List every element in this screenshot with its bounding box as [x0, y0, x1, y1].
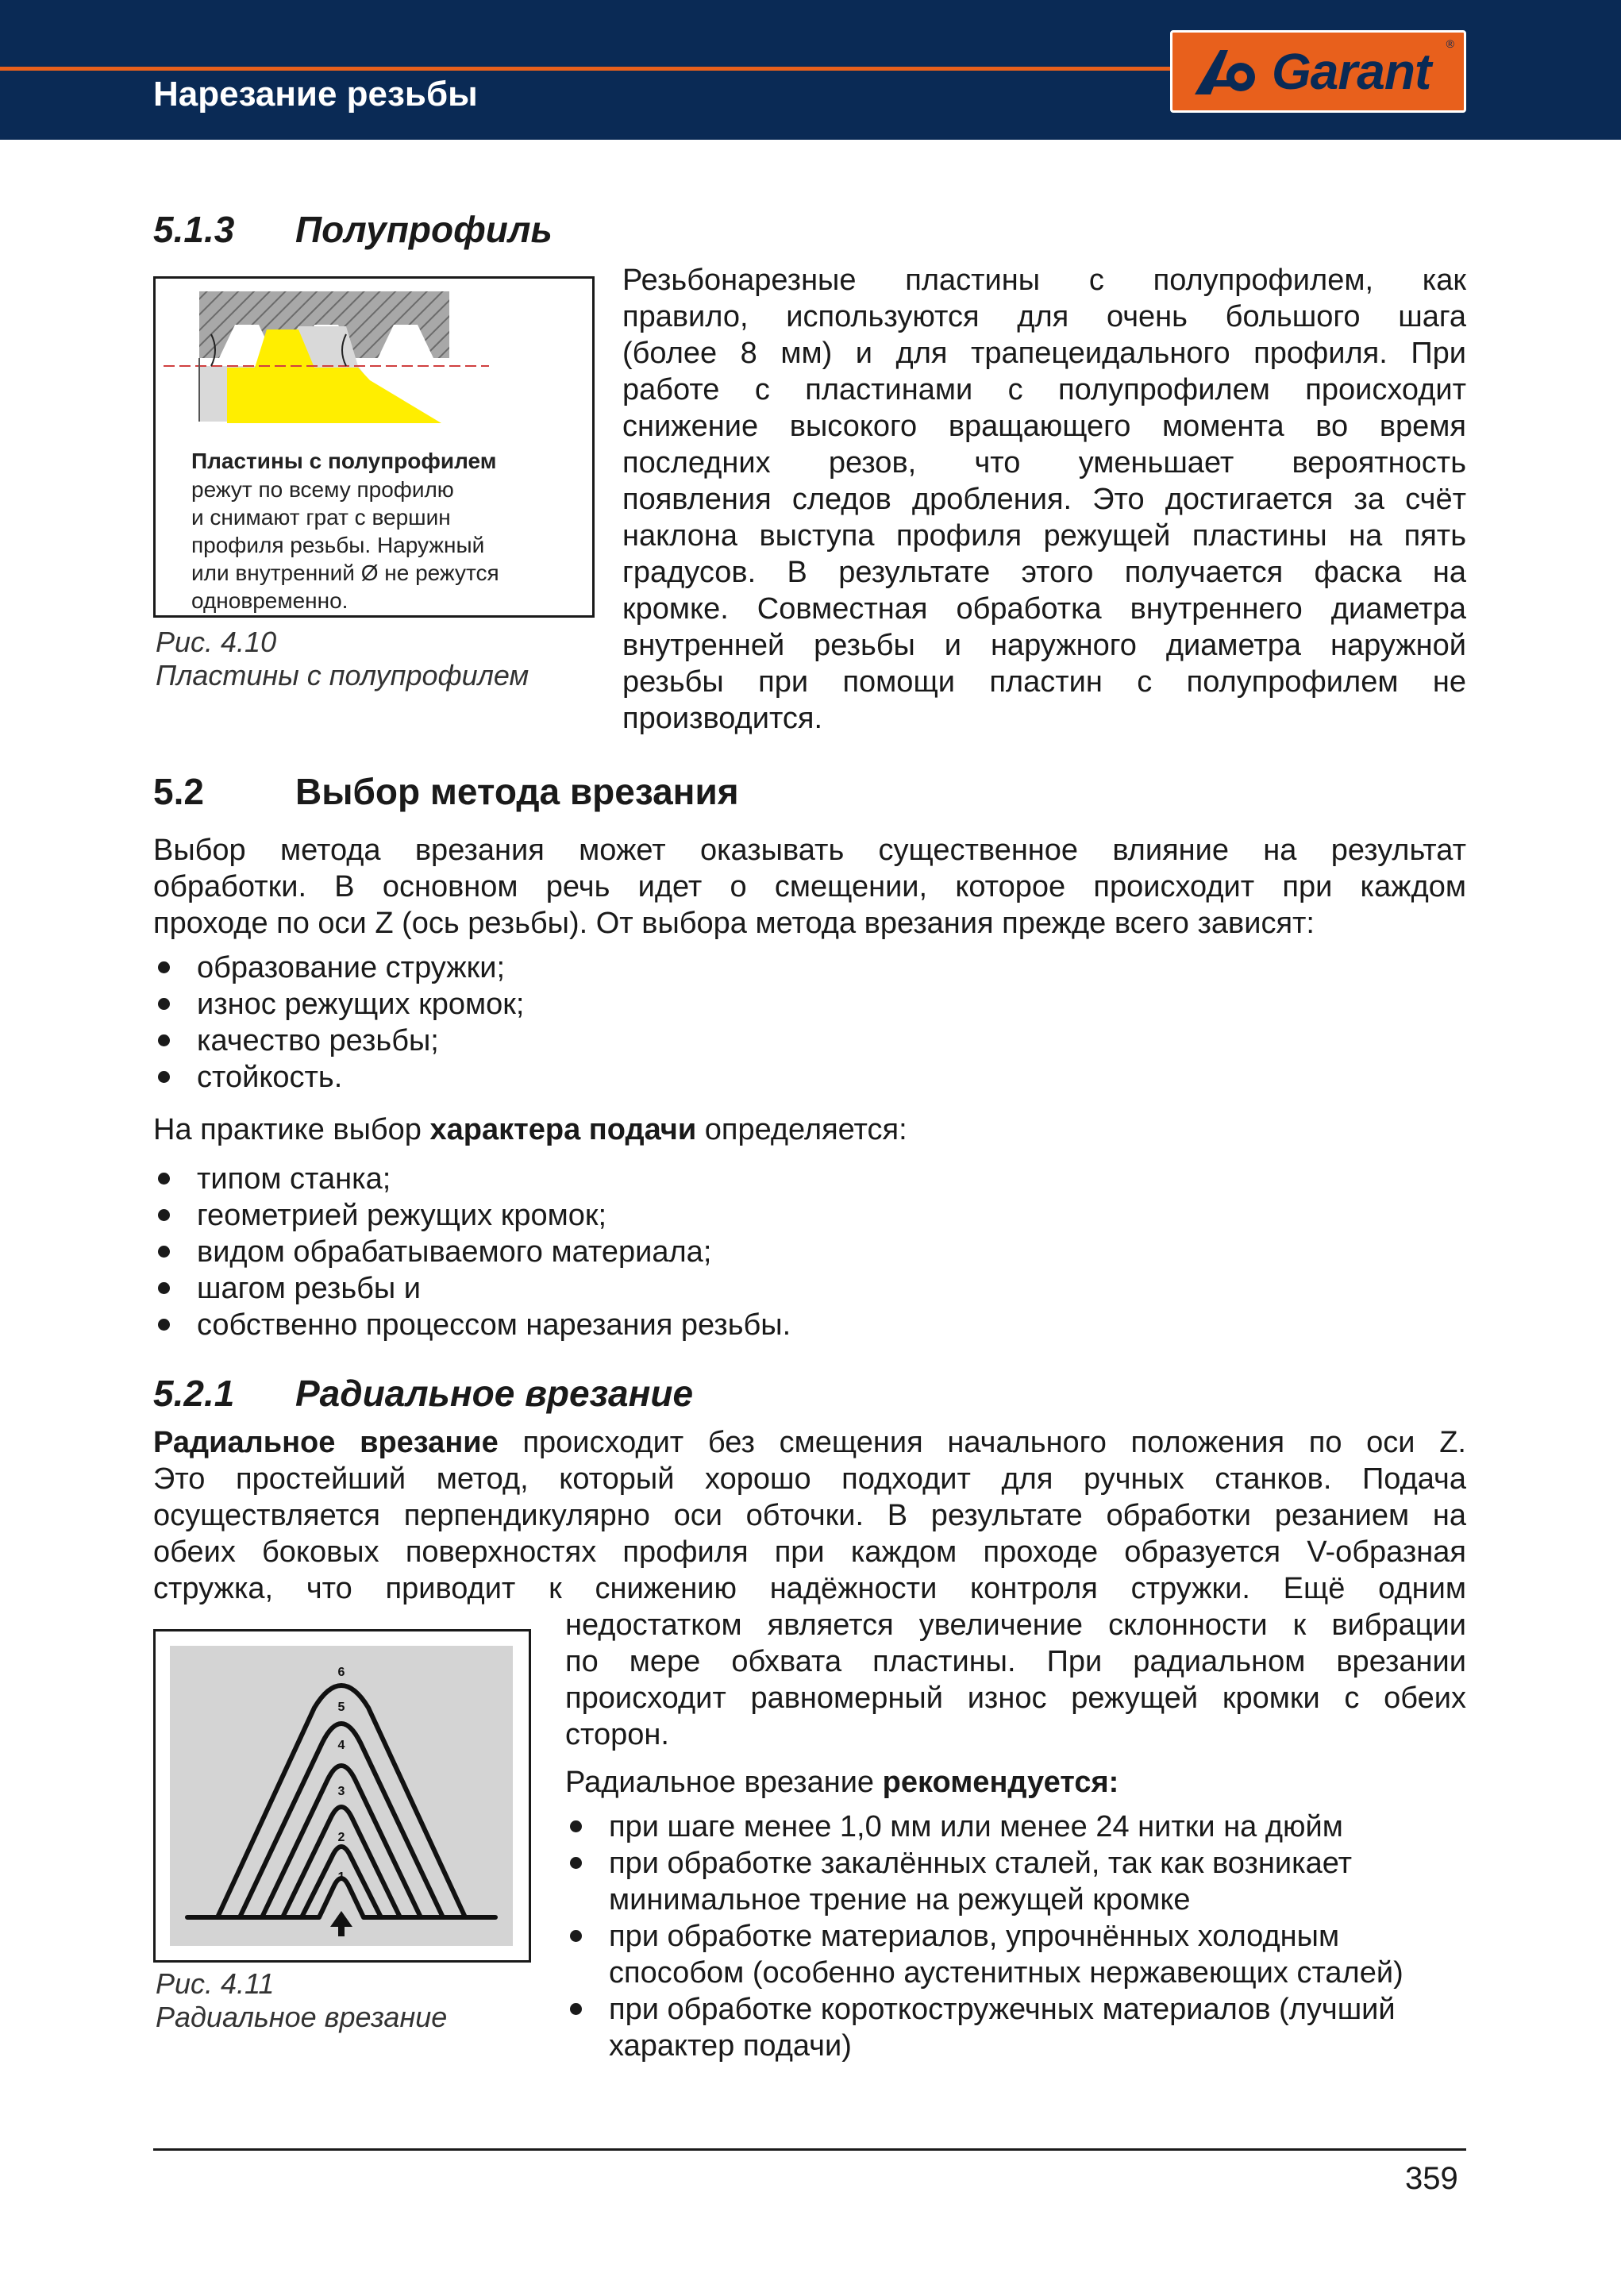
recommendation-list [565, 1809, 1466, 2064]
footer-rule [153, 2148, 1466, 2151]
list-item-line: при обработке материалов, упрочнённых холодным [609, 1920, 1340, 1953]
paragraph-line: обеих боковых поверхностях профиля при каждом проходе образуется V-образная [153, 1535, 1466, 1569]
section-number-5-2-1: 5.2.1 [153, 1373, 235, 1414]
infeed-intro-paragraph [153, 832, 1466, 942]
dependency-list [153, 950, 1466, 1096]
logo-registered-mark: ® [1446, 37, 1454, 50]
figure-4-10-text-line: или внутренний Ø не режутся [191, 561, 499, 585]
paragraph-line: проходе по оси Z (ось резьбы). От выбора метода врезания прежде всего зависят: [153, 907, 1315, 940]
section-title-infeed-method: Выбор метода врезания [295, 771, 739, 812]
paragraph-line [153, 1424, 1466, 1461]
list-item-line: минимальное трение на режущей кромке [609, 1883, 1191, 1917]
paragraph-line: появления следов дробления. Это достигается за счёт [622, 483, 1466, 516]
figure-4-11 [153, 1629, 531, 1963]
paragraph-line: Резьбонарезные пластины с полупрофилем, как [622, 264, 1466, 297]
pass-label: 1 [337, 1870, 345, 1884]
radial-infeed-bold: Радиальное врезание [153, 1426, 499, 1459]
list-item: типом станка; [153, 1161, 1466, 1197]
radial-infeed-first-line: происходит без смещения начального положения по оси Z. [498, 1426, 1466, 1459]
recommendation-text: Радиальное врезание [565, 1766, 883, 1799]
list-item: шагом резьбы и [153, 1270, 1466, 1307]
paragraph-line: сторон. [565, 1718, 669, 1751]
figure-4-10-heading: Пластины с полупрофилем [191, 449, 497, 473]
paragraph-line: резьбы при помощи пластин с полупрофилем не [622, 665, 1466, 699]
paragraph-line: стружка, что приводит к снижению надёжности контроля стружки. Ещё одним [153, 1572, 1466, 1605]
pass-label: 3 [337, 1785, 345, 1798]
paragraph-line: обработки. В основном речь идет о смещении, которое происходит при каждом [153, 870, 1466, 903]
list-item [565, 1918, 1466, 1991]
figure-4-10-text-line: режут по всему профилю [191, 477, 454, 502]
logo-text: Garant [1272, 43, 1431, 100]
garant-logo-icon [1187, 45, 1266, 101]
paragraph-line: последних резов, что уменьшает вероятность [622, 446, 1466, 480]
page-number: 359 [1405, 2161, 1458, 2196]
radial-infeed-diagram [156, 1631, 529, 1960]
recommendation-bold-text: рекомендуется: [882, 1766, 1119, 1799]
practice-text: На практике выбор [153, 1113, 430, 1146]
section-title-half-profile: Полупрофиль [295, 209, 553, 250]
half-profile-paragraph [622, 262, 1466, 737]
list-item-line: характер подачи) [609, 2029, 852, 2063]
pass-label: 2 [337, 1831, 345, 1844]
half-profile-insert-diagram [156, 279, 592, 437]
list-item [565, 1845, 1466, 1918]
list-item [565, 1991, 1466, 2064]
figure-4-10-text-line: профиля резьбы. Наружный [191, 533, 485, 557]
paragraph-line: градусов. В результате этого получается фаска на [622, 556, 1466, 589]
figure-4-10 [153, 276, 595, 618]
list-item: геометрией режущих кромок; [153, 1197, 1466, 1234]
feed-factors-list [153, 1161, 1466, 1343]
section-title-radial-infeed: Радиальное врезание [295, 1373, 694, 1414]
paragraph-line: внутренней резьбы и наружного диаметра наружной [622, 629, 1466, 662]
garant-logo [1170, 30, 1466, 113]
paragraph-line: снижение высокого вращающего момента во время [622, 410, 1466, 443]
radial-infeed-paragraph [153, 1424, 1466, 1607]
figure-4-10-text-line: одновременно. [191, 588, 348, 613]
recommendation-heading [565, 1764, 1119, 1801]
paragraph-line: по мере обхвата пластины. При радиальном врезании [565, 1645, 1466, 1678]
practice-bold-text: характера подачи [429, 1113, 697, 1146]
paragraph-line: Это простейший метод, который хорошо подходит для ручных станков. Подача [153, 1462, 1466, 1496]
section-number-5-2: 5.2 [153, 771, 204, 812]
paragraph-line: осуществляется перпендикулярно оси обточки. В результате обработки резанием на [153, 1499, 1466, 1532]
list-item: образование стружки; [153, 950, 1466, 986]
figure-4-11-caption-number: Рис. 4.11 [156, 1967, 275, 2000]
list-item: собственно процессом нарезания резьбы. [153, 1307, 1466, 1343]
paragraph-line: происходит равномерный износ режущей кромки с обеих [565, 1682, 1466, 1715]
list-item: качество резьбы; [153, 1023, 1466, 1059]
header-accent-line [0, 67, 1173, 71]
paragraph-line: (более 8 мм) и для трапецеидального профиля. При [622, 337, 1466, 370]
practice-paragraph [153, 1111, 907, 1148]
paragraph-line: работе с пластинами с полупрофилем происходит [622, 373, 1466, 406]
paragraph-line: кромке. Совместная обработка внутреннего диаметра [622, 592, 1466, 626]
figure-4-10-caption-number: Рис. 4.10 [156, 626, 277, 658]
list-item: видом обрабатываемого материала; [153, 1234, 1466, 1270]
figure-4-10-caption-text: Пластины с полупрофилем [156, 659, 529, 691]
list-item: износ режущих кромок; [153, 986, 1466, 1023]
list-item: стойкость. [153, 1059, 1466, 1096]
pass-label: 4 [337, 1739, 345, 1752]
paragraph-line: наклона выступа профиля режущей пластины на пять [622, 519, 1466, 553]
figure-4-11-caption-text: Радиальное врезание [156, 2001, 448, 2033]
radial-infeed-paragraph-continued [565, 1607, 1466, 1753]
list-item [565, 1809, 1466, 1845]
list-item-line: при шаге менее 1,0 мм или менее 24 нитки на дюйм [609, 1810, 1343, 1843]
header-title: Нарезание резьбы [153, 75, 478, 114]
pass-label: 5 [337, 1701, 345, 1714]
paragraph-line: Выбор метода врезания может оказывать существенное влияние на результат [153, 834, 1466, 867]
practice-text-end: определяется: [696, 1113, 907, 1146]
pass-label: 6 [337, 1666, 345, 1679]
section-number-5-1-3: 5.1.3 [153, 209, 235, 250]
paragraph-line: производится. [622, 702, 823, 735]
paragraph-line: недостатком является увеличение склонности к вибрации [565, 1608, 1466, 1642]
list-item-line: при обработке короткостружечных материалов (лучший [609, 1993, 1396, 2026]
list-item-line: при обработке закалённых сталей, так как возникает [609, 1847, 1352, 1880]
paragraph-line: правило, используются для очень большого шага [622, 300, 1466, 333]
figure-4-10-text-line: и снимают грат с вершин [191, 505, 451, 530]
list-item-line: способом (особенно аустенитных нержавеющих сталей) [609, 1956, 1403, 1990]
